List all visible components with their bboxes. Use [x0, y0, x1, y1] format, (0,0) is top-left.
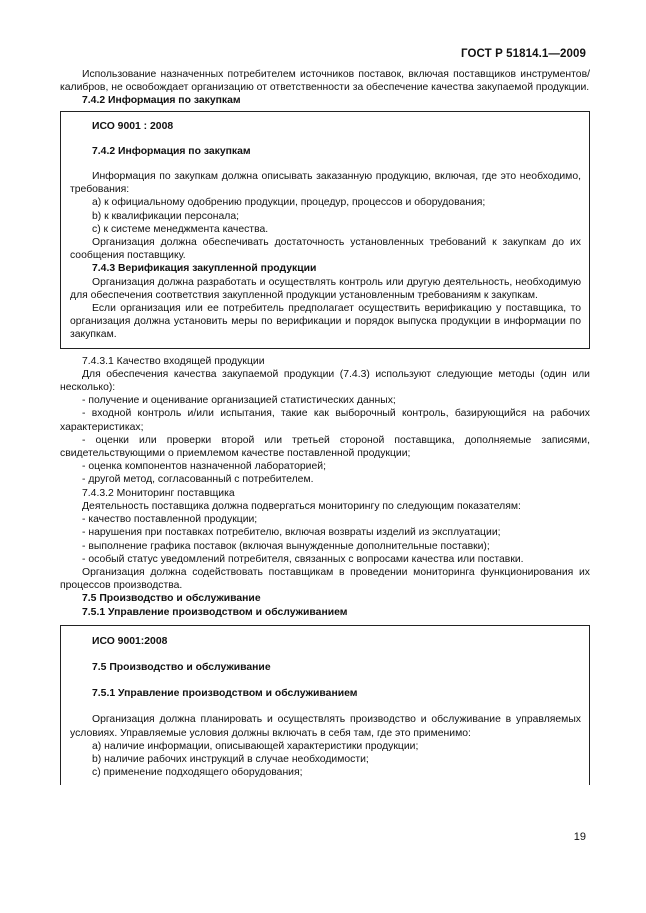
document-id-header: ГОСТ Р 51814.1—2009: [461, 48, 586, 60]
box-paragraph: Организация должна планировать и осуществлять производство и обслуживание в управляемых условиях. Управляемые условия должны включать в себя там, где это применимо:: [70, 714, 581, 739]
page-content: [60, 68, 590, 785]
section-paragraph: Для обеспечения качества закупаемой продукции (7.4.3) используют следующие методы (один или несколько):: [60, 368, 590, 394]
list-item: - нарушения при поставках потребителю, включая возвраты изделий из эксплуатации;: [82, 527, 501, 539]
page-number: 19: [573, 831, 586, 843]
heading-7-4-3-2: 7.4.3.2 Мониторинг поставщика: [82, 487, 235, 499]
list-item: a) к официальному одобрению продукции, процедур, процессов и оборудования;: [92, 197, 486, 209]
iso-standard-label: ИСО 9001 : 2008: [92, 120, 174, 132]
heading-7-4-3-1: 7.4.3.1 Качество входящей продукции: [82, 355, 265, 367]
list-item: a) наличие информации, описывающей характеристики продукции;: [92, 740, 419, 752]
list-item: c) применение подходящего оборудования;: [92, 767, 303, 779]
iso-standard-label: ИСО 9001:2008: [92, 635, 168, 647]
intro-paragraph: Использование назначенных потребителем источников поставок, включая поставщиков инструментов/калибров, не освобождает организацию от ответственности за обеспечение качества закупаемой продукции.: [60, 69, 590, 94]
box-paragraph: Информация по закупкам должна описывать заказанную продукцию, включая, где это необходимо, требования:: [70, 171, 581, 196]
box-title-7-4-2: 7.4.2 Информация по закупкам: [92, 145, 251, 157]
list-item: - оценки или проверки второй или третьей стороной поставщика, дополняемые записями, свидетельствующими о приемлемом качестве поставленной продукции;: [60, 434, 590, 460]
box-title-7-5-1: 7.5.1 Управление производством и обслуживанием: [92, 688, 358, 700]
list-item: b) к квалификации персонала;: [92, 210, 240, 222]
list-item: b) наличие рабочих инструкций в случае необходимости;: [92, 753, 369, 765]
list-item: - другой метод, согласованный с потребителем.: [82, 474, 314, 486]
list-item: - выполнение графика поставок (включая вынужденные дополнительные поставки);: [82, 540, 490, 552]
box-title-7-5: 7.5 Производство и обслуживание: [92, 661, 271, 673]
iso-quote-box-7-5: [60, 625, 590, 785]
list-item: - оценка компонентов назначенной лабораторией;: [82, 461, 326, 473]
list-item: - входной контроль и/или испытания, такие как выборочный контроль, базирующийся на рабочих характеристиках;: [60, 408, 590, 433]
heading-7-5-1: 7.5.1 Управление производством и обслуживанием: [82, 606, 348, 618]
box-paragraph: Организация должна разработать и осуществлять контроль или другую деятельность, необходимую для обеспечения соответствия закупленной продукции установленным требованиям к закупкам.: [70, 276, 581, 301]
iso-quote-box-7-4: [60, 111, 590, 349]
section-paragraph: Деятельность поставщика должна подвергаться мониторингу по следующим показателям:: [82, 500, 521, 512]
section-paragraph: Организация должна содействовать поставщикам в проведении мониторинга функционирования их процессов производства.: [60, 566, 590, 592]
box-paragraph: Если организация или ее потребитель предполагает осуществить верификацию у поставщика, то организация должна установить меры по верификации и порядок выпуска продукции в информации по закупкам.: [70, 303, 581, 341]
heading-7-4-2: 7.4.2 Информация по закупкам: [82, 95, 241, 107]
list-item: - получение и оценивание организацией статистических данных;: [82, 395, 396, 407]
box-paragraph: Организация должна обеспечивать достаточность установленных требований к закупкам до их сообщения поставщику.: [70, 237, 581, 262]
list-item: - качество поставленной продукции;: [82, 514, 258, 526]
heading-7-5: 7.5 Производство и обслуживание: [82, 593, 261, 605]
box-heading-7-4-3: 7.4.3 Верификация закупленной продукции: [92, 263, 317, 275]
list-item: - особый статус уведомлений потребителя, связанных с вопросами качества или поставки.: [82, 553, 524, 565]
list-item: c) к системе менеджмента качества.: [92, 223, 269, 235]
